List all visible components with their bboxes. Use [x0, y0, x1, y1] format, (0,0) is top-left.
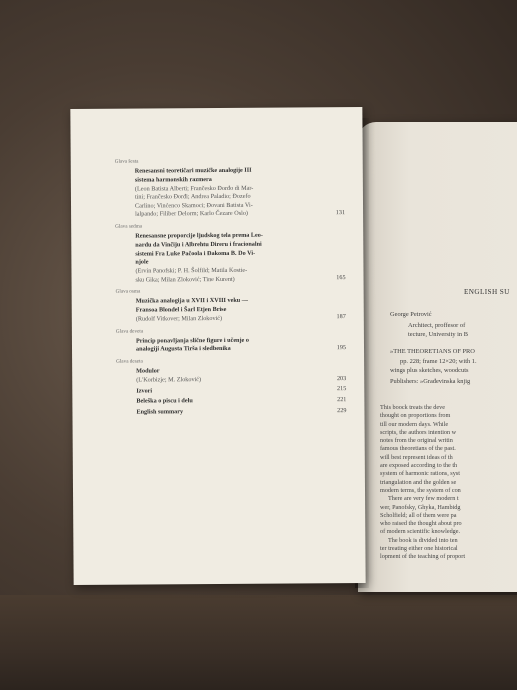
- body-line: famous theoretians of the past.: [380, 445, 456, 453]
- page-number: 221: [337, 396, 347, 404]
- entry-title-line: Renesansne proporcije ljudskog tela prema Leo-: [135, 231, 263, 240]
- body-line: scripts, the authors intention w: [380, 428, 457, 436]
- entry-title-line: analogiji Augusta Tirša i sledbenika: [135, 345, 231, 353]
- toc-section: [116, 357, 356, 417]
- entry-title-line: English summary: [136, 408, 184, 416]
- toc-entry: [135, 166, 355, 220]
- table-of-contents: [115, 157, 357, 422]
- body-line: of modern scientific knowledge.: [380, 528, 461, 536]
- entry-title-line: njole: [135, 258, 149, 266]
- body-line: Scholfield; all of them were pa: [380, 511, 457, 519]
- entry-title-line: Izvori: [136, 386, 153, 395]
- body-line: notes from the original writin: [380, 437, 453, 445]
- table-surface: [0, 595, 517, 690]
- publisher: Publishers: »Građevinska knjig: [390, 378, 471, 385]
- summary-body: [380, 404, 517, 562]
- entry-names-line: (L'Korbizje; M. Zloković): [136, 376, 202, 384]
- entry-names-line: tini; Frančesko Đorđi; Andrea Paladio; Đozefo: [134, 192, 251, 201]
- entry-title-line: Beleška o piscu i delu: [136, 397, 193, 405]
- entry-names-line: lalpando; Filiber Delorm; Karlo Čezare Oslo): [135, 210, 248, 218]
- entry-title-line: Renesansni teoretičari muzičke analogije III: [134, 166, 252, 175]
- body-line: thought on proportions from: [380, 412, 451, 420]
- toc-entry: [136, 386, 356, 396]
- entry-title-line: Princip ponavljanja slične figure i učenje o: [135, 336, 249, 345]
- right-page: [358, 122, 517, 592]
- toc-section: [115, 222, 355, 285]
- entry-names-line: sku Gika; Milan Zloković; Tine Kurent): [135, 275, 235, 284]
- body-line: till our modern days. While: [380, 420, 449, 428]
- summary-heading: ENGLISH SU: [464, 288, 510, 296]
- author-desc-line-2: tecture, University in B: [408, 331, 468, 338]
- entry-title-line: sistema harmonskih razmera: [134, 175, 212, 184]
- toc-entry: [135, 231, 355, 285]
- entry-title-line: sistemi Fra Luke Pačoola i Đakoma B. Do Vi-: [135, 249, 256, 258]
- body-line: system of harmonic rations, syst: [380, 470, 460, 478]
- entry-title-line: Fransoa Blondel i Šarl Etjen Brise: [135, 306, 227, 314]
- toc-section: [116, 327, 356, 355]
- toc-entry: [136, 366, 356, 385]
- chapter-label: Glava deseta: [116, 358, 143, 365]
- left-page: [70, 107, 365, 585]
- toc-entry: [136, 296, 356, 324]
- body-line: triangulation and the golden se: [380, 478, 457, 486]
- body-line: There are very few modern t: [388, 495, 459, 503]
- body-line: wer, Panofsky, Ghyka, Hambidg: [380, 503, 461, 511]
- author-desc-line-1: Architect, proffesor of: [408, 322, 466, 329]
- entry-title-line: Modulor: [136, 367, 160, 375]
- entry-names-line: (Leon Batista Alberti; Frančesko Đorđo di Mar-: [134, 184, 254, 193]
- chapter-label: Glava sedma: [115, 223, 143, 230]
- entry-names-line: Carlino; Vinćenco Skamoci; Đovani Batista Vi-: [134, 201, 253, 210]
- entry-title-line: nardu da Vinčiju i Albrehtu Direru i fracionalni: [135, 240, 262, 249]
- toc-section: [115, 157, 355, 220]
- body-line: who raised the thought about pro: [380, 520, 462, 528]
- page-number: 195: [336, 344, 347, 352]
- toc-entry: [136, 407, 356, 417]
- page-number: 131: [335, 209, 346, 217]
- body-line: modern terms, the system of con: [380, 486, 461, 494]
- toc-entry: [136, 396, 356, 406]
- page-number: 187: [336, 313, 346, 321]
- entry-names-line: (Rudolf Vitkover; Milan Zloković): [135, 314, 223, 323]
- book-info-line-1: pp. 228; frame 12×20; with 1.: [400, 358, 477, 365]
- body-line: will best represent ideas of th: [380, 453, 453, 461]
- body-line: lopment of the teaching of proport: [380, 553, 466, 561]
- body-line: The book is divided into ten: [388, 536, 458, 544]
- entry-title-line: Muzička analogija u XVII i XVIII veku —: [135, 297, 248, 305]
- page-number: 203: [336, 374, 347, 382]
- body-line: ter treating either one historical: [380, 545, 458, 553]
- page-number: 165: [336, 274, 346, 282]
- body-line: This boock treats the deve: [380, 404, 445, 411]
- entry-names-line: (Ervin Panofski; P. H. Šolfild; Matila Kostie-: [135, 266, 248, 275]
- toc-entry: [136, 336, 356, 355]
- toc-section: [116, 287, 356, 324]
- page-number: 215: [336, 385, 347, 393]
- chapter-label: Glava osma: [115, 288, 141, 296]
- book-title: »THE THEORETIANS OF PRO: [390, 348, 475, 355]
- chapter-label: Glava deveta: [115, 328, 144, 335]
- page-number: 229: [337, 406, 347, 414]
- book-info-line-2: wings plus sketches, woodcuts: [390, 367, 469, 374]
- author-name: George Petrović: [390, 311, 432, 318]
- body-line: are exposed according to the th: [380, 462, 458, 470]
- chapter-label: Glava šesta: [114, 158, 139, 165]
